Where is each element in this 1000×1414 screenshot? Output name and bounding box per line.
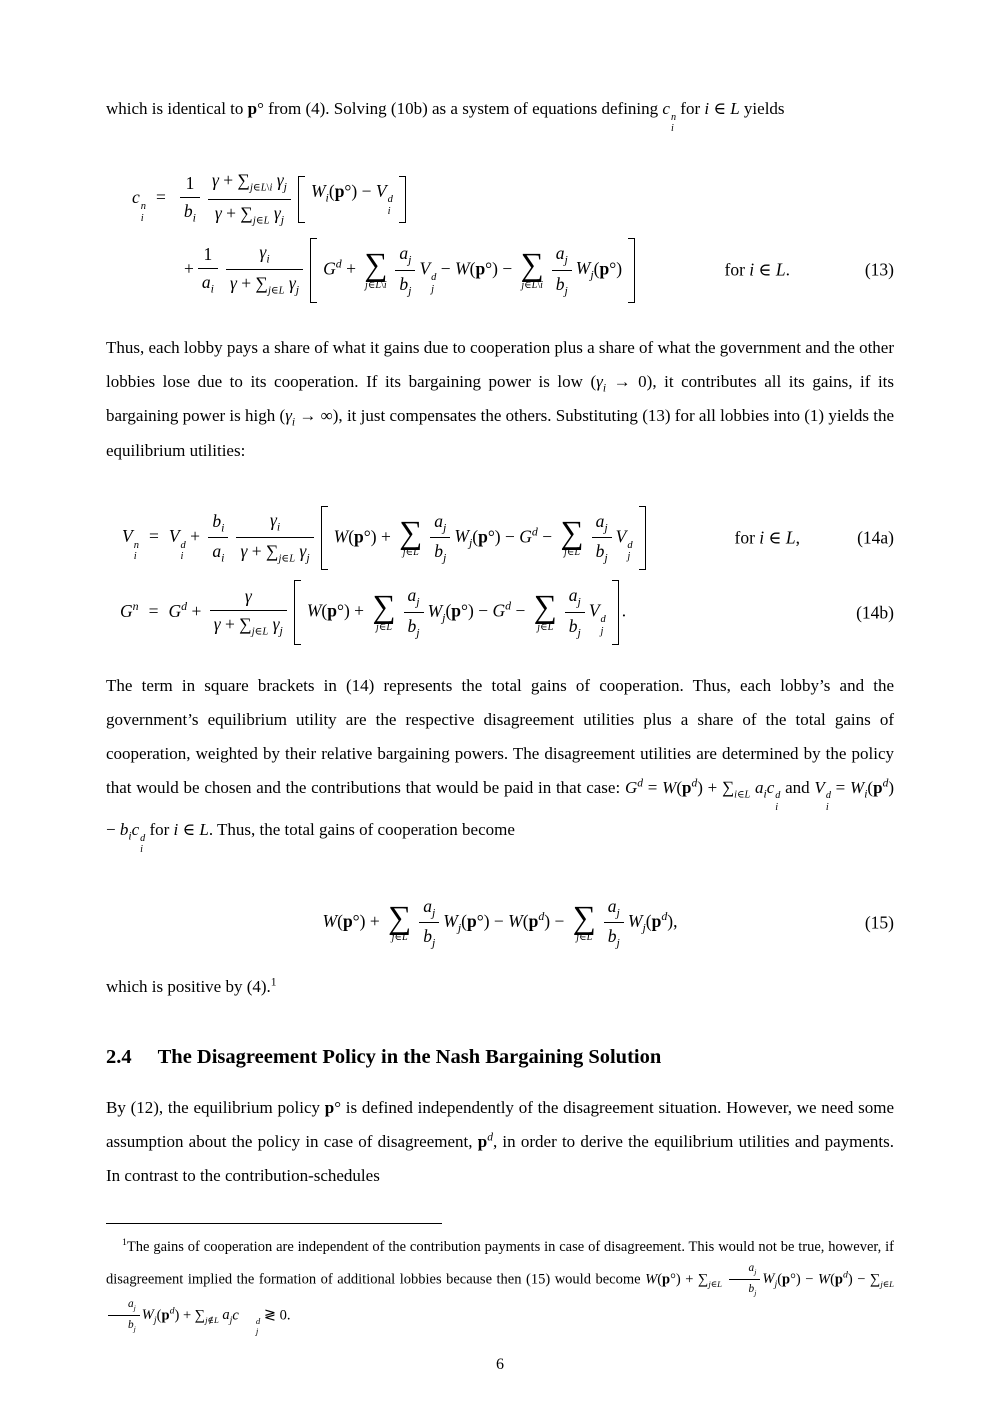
equation-13: c n i = $\frac{1}{b_i}$ $\frac{\gamma + \sum_{j\in L\backslash i} \gamma_j}{\gamma + \sum_{j\in L} \gamma_j}$ $W_i(p^\circ) - V$ d i + $\frac{1}{a_i}$ $\frac{\gamma_i}{\gamma + \sum_{j\in L} \gamma_j}$ $G^d$ + ∑ j∈L\i $\frac{a_j}{b_j}$ V d j − W(p°) − ∑ j∈L\i $\frac{a_j}{b_j}$ $W_j(p^\circ)$ for i ∈ L. (13)	[106, 160, 894, 312]
paragraph-intro: which is identical to p° from (4). Solving (10b) as a system of equations defining c n i for i ∈ L yields	[106, 99, 785, 135]
footnote-text: $^1$The gains of cooperation are independent of the contribution payments in case of disagreement. This would not be true, however, if disagreement implied the formation of additional lobbies because then (15) would become $W(p^\circ) + \sum_{j\in L}$ $\frac{a_j}{b_j}$ $W_j(p^\circ) - W(p^d) - \sum_{j\in L}$ $\frac{a_j}{b_j}$ $W_j(p^d) + \sum_{j\notin L}$ $a_jc$ d j ≷ 0.	[106, 1237, 895, 1336]
paragraph-positive: which is positive by (4).$^1$	[106, 975, 277, 997]
section-title: The Disagreement Policy in the Nash Bargaining Solution	[157, 1046, 662, 1069]
equation-14	[106, 496, 894, 655]
equation-14a: V n i = V d i + $\frac{b_i}{a_i}$ $\frac{\gamma_i}{\gamma + \sum_{j\in L} \gamma_j}$ W(p°) + ∑ j∈L $\frac{a_j}{b_j}$ $W_j(p^\circ) - G^d$ − ∑ j∈L $\frac{a_j}{b_j}$ V d j for i ∈ L, (14a)	[106, 506, 894, 571]
paragraph-total-gains: The term in square brackets in (14) represents the total gains of cooperation. Thus, each lobby’s and the government’s equilibrium utility are the respective disagreement utilities plus a share of the total gains of cooperation, weighted by their relative bargaining powers. The disagreement utilities are determined by the policy that would be chosen and the contributions that would be paid in that case: $G^d = W(p^d) + \sum_{i\in L}$ $a_ic$ d i and V d i = $W_i(p^d) - b_ic$ d i for i ∈ L. Thus, the total gains of cooperation become	[106, 675, 895, 856]
section-heading	[106, 1046, 894, 1069]
page-number: 6	[496, 1356, 504, 1373]
footnote-area	[106, 1223, 894, 1336]
paragraph-disagreement-policy: By (12), the equilibrium policy p° is defined independently of the disagreement situation. However, we need some assumption about the policy in case of disagreement, $p^d$, in order to derive the equilibrium utilities and payments. In contrast to the contribution-schedules	[106, 1098, 895, 1186]
equation-14b: $G^n = G^d$ + $\frac{\gamma}{\gamma + \sum_{j\in L} \gamma_j}$ W(p°) + ∑ j∈L $\frac{a_j}{b_j}$ $W_j(p^\circ) - G^d$ − ∑ j∈L $\frac{a_j}{b_j}$ V d j . (14b)	[106, 580, 894, 645]
footnote-rule	[106, 1223, 442, 1224]
equation-15: W(p°) + ∑ j∈L $\frac{a_j}{b_j}$ $W_j(p^\circ) - W(p^d)$ − ∑ j∈L $\frac{a_j}{b_j}$ $W_j(p^d)$, (15)	[322, 895, 894, 950]
section-number: 2.4	[106, 1046, 132, 1069]
paragraph-lobby-shares: Thus, each lobby pays a share of what it gains due to cooperation plus a share of what the government and the other lobbies lose due to its cooperation. If its bargaining power is low $(\gamma_i \to 0)$, it contributes all its gains, if its bargaining power is high ($\gamma_i$ → ∞), it just compensates the others. Substituting (13) for all lobbies into (1) yields the equilibrium utilities:	[106, 337, 895, 460]
